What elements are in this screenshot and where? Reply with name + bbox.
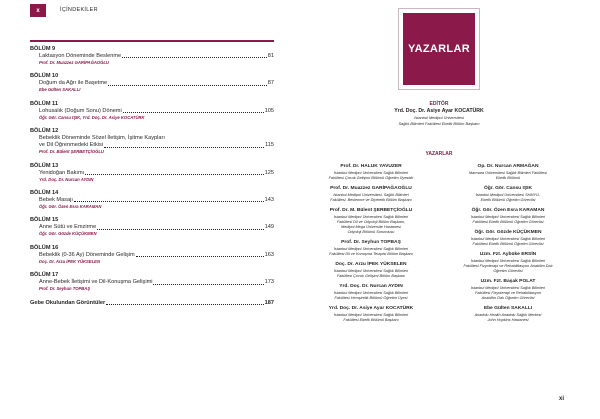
chapter-author: Ebe Gülten SAKALLI [39, 87, 81, 93]
author-affiliation: İstanbul Medipol Üniversitesi, Sağlık Bilimleri [333, 192, 409, 197]
chapter-author: Öğr. Gör. Gözde KÜÇÜKMEN [39, 231, 97, 237]
dot-leader [97, 229, 263, 230]
author-affiliation: Marmara Üniversitesi Sağlık Bilimleri Fakültesi [468, 170, 548, 175]
chapter-title: Yenidoğan Bakımı [39, 169, 85, 176]
editor-name: Yrd. Doç. Dr. Asiye Ayar KOCATÜRK [394, 108, 484, 114]
chapter-number: BÖLÜM 9 [30, 46, 56, 52]
author-entry [443, 279, 573, 301]
chapter-author: Öğr. Gör. Özen Esra KARAMAN [39, 203, 102, 209]
author-affiliation: Medipol Mega Üniversite Hastanesi [341, 224, 401, 229]
chapter-page: 87 [267, 80, 274, 87]
chapter-title-line [30, 53, 274, 60]
chapter-number: BÖLÜM 17 [30, 272, 59, 279]
editor-affiliation-line: Sağlık Bilimleri Fakültesi Ebelik Bölüm Başkanı [398, 121, 480, 126]
author-entry [443, 230, 573, 247]
chapter-title: Doğum da Ağrı ile Başetme [39, 80, 108, 87]
chapter-page: 115 [265, 142, 274, 149]
author-affiliation: Odyoloji Bölümü Sorumlusu [347, 229, 395, 234]
author-affiliation: İstanbul Medipol Üniversitesi Sağlık Bilimleri [333, 246, 409, 251]
author-affiliation: İstanbul Medipol Üniversitesi Sağlık Bilimleri [470, 258, 546, 263]
final-entry-page: 187 [264, 299, 274, 306]
chapter-page: 105 [264, 107, 274, 114]
running-header: İÇİNDEKİLER [60, 7, 98, 13]
author-entry [443, 164, 573, 181]
chapter-author: Prof. Dr. Seyhun TOPBAŞ [39, 286, 91, 292]
author-affiliation: Fakültesi Hemşirelik Bölümü Öğretim Üyesi [334, 295, 408, 300]
author-affiliation: Öğretim Görevlisi [493, 268, 523, 273]
author-name: Doç. Dr. Arzu İPEK YÜKSELEN [335, 262, 407, 267]
author-affiliation: John Hopkins Hastanesi [487, 317, 529, 322]
author-name: Öğr. Gör. Özen Esra KARAMAN [471, 208, 545, 213]
chapter-number: BÖLÜM 10 [30, 73, 59, 80]
author-affiliation: Ebelik Bölümü [495, 175, 521, 180]
dot-leader [153, 284, 263, 285]
author-name: Öğr. Gör. Gözde KÜÇÜKMEN [474, 230, 542, 235]
author-entry [306, 164, 436, 181]
author-entry [306, 262, 436, 279]
chapter-number: BÖLÜM 13 [30, 162, 59, 169]
author-affiliation: İstanbul Medipol Üniversitesi Sağlık Bilimleri [333, 268, 409, 273]
author-affiliation: İstanbul Medipol Üniversitesi Sağlık Bilimleri [470, 285, 546, 290]
toc-entry [30, 73, 274, 93]
chapter-title-line [30, 170, 274, 177]
chapter-title: Bebeklik Döneminde Sözel İletişim, İşitme Kaypları [39, 135, 165, 142]
title-box [398, 8, 480, 90]
chapter-page: 149 [264, 224, 274, 231]
chapter-title: Anne Sütü ve Emzirme [39, 224, 97, 231]
chapter-title-line [30, 80, 274, 87]
author-name: Uzm. Fzt. Başak POLAT [480, 279, 536, 284]
chapter-title-line [30, 252, 274, 259]
page-number: xi [559, 396, 565, 402]
chapter-number: BÖLÜM 16 [30, 244, 59, 251]
toc-entry [30, 245, 274, 265]
author-affiliation: Ebelik Bölümü Öğretim Görevlisi [480, 197, 536, 202]
author-affiliation: Fakültesi Ebelik Bölümü Başkanı [343, 317, 399, 322]
dot-leader [108, 85, 267, 86]
author-entry [443, 208, 573, 225]
author-affiliation: İstanbul Medipol Üniversitesi Sağlık Bilimleri [470, 236, 546, 241]
author-affiliation: Anabilim Dalı Öğretim Görevlisi [481, 295, 535, 300]
author-affiliation: İstanbul Medipol Üniversitesi SHMYO- [475, 192, 541, 197]
author-affiliation: Fakültesi Ebelik Bölümü Öğretim Görevlisi [472, 219, 544, 224]
author-affiliation: İstanbul Medipol Üniversitesi Sağlık Bilimleri [333, 312, 409, 317]
chapter-page: 163 [264, 251, 274, 258]
chapter-title: Bebeklik (0-36 Ay) Döneminde Gelişim [39, 251, 135, 258]
chapter-title-line [30, 108, 274, 115]
dot-leader [123, 112, 264, 113]
right-page [300, 0, 600, 419]
author-name: Prof. Dr. HALUK YAVUZER [340, 164, 402, 169]
dot-leader [74, 201, 264, 202]
author-entry [443, 306, 573, 323]
author-affiliation: Fakültesi Dil ve Konuşma Terapisi Bölüm Başkanı [329, 251, 413, 256]
author-name: Uzm. Fzt. Aybüke ERSİN [479, 252, 537, 257]
chapter-title-line [30, 224, 274, 231]
author-affiliation: Fakültesi Çocuk Gelişimi Bölümü Öğretim Üyesidir [328, 175, 414, 180]
author-name: Prof. Dr. M. Bülent ŞERBETÇİOĞLU [329, 208, 413, 213]
chapter-title-line [30, 142, 274, 149]
author-entry [306, 240, 436, 257]
chapter-title: Lohusalık (Doğum Sonu) Dönemi [39, 107, 122, 114]
chapter-page: 81 [267, 53, 274, 59]
author-name: Yrd. Doç. Dr. Nurcan AYDIN [339, 284, 403, 289]
dot-leader [106, 304, 263, 305]
chapter-number: BÖLÜM 12 [30, 128, 59, 135]
dot-leader [104, 147, 264, 148]
final-entry-title: Gebe Okulundan Görüntüler [30, 299, 106, 306]
author-name: Ebe Gülten SAKALLI [483, 306, 533, 311]
author-name: Prof. Dr. Muazzez GARİPAĞAOĞLU [330, 186, 412, 191]
author-entry [443, 186, 573, 203]
table-of-contents [30, 46, 274, 307]
toc-entry [30, 101, 274, 121]
author-affiliation: Fakültesi, Beslenme ve Diyetetik Bölüm Başkanı [330, 197, 412, 202]
author-name: Prof. Dr. Seyhun TOPBAŞ [341, 240, 401, 245]
toc-entry [30, 128, 274, 155]
toc-entry [30, 217, 274, 237]
dot-leader [122, 57, 267, 58]
chapter-page: 143 [264, 196, 274, 203]
author-affiliation: İstanbul Medipol Üniversitesi Sağlık Bilimleri [333, 290, 409, 295]
author-affiliation: Fakültesi Dil ve Odyoloji Bölüm Başkanı, [336, 219, 406, 224]
toc-entry [30, 163, 274, 183]
chapter-author: Prof. Dr. Bülent ŞERBETÇİOĞLU [39, 149, 104, 155]
author-affiliation: İstanbul Medipol Üniversitesi Sağlık Bilimleri [333, 214, 409, 219]
author-affiliation: Anadolu Health Anadolu Sağlık Merkezi [474, 312, 542, 317]
author-name: Op. Dr. Nurcan ARMAĞAN [477, 164, 539, 169]
toc-entry [30, 46, 274, 66]
dot-leader [136, 256, 264, 257]
chapter-title-line [30, 197, 274, 204]
author-name: Öğr. Gör. Cansu IŞIK [483, 186, 533, 191]
chapter-title: ve Dil Öğrenmedeki Etkisi [39, 142, 104, 149]
chapter-title: Bebek Masajı [39, 196, 73, 203]
chapter-author: Prof. Dr. Muazzez GARİPAĞAOĞLU [39, 60, 109, 65]
author-affiliation: İstanbul Medipol Üniversitesi Sağlık Bilimleri [333, 170, 409, 175]
editor-affiliation-line: İstanbul Medipol Üniversitesi [414, 115, 464, 120]
chapter-author: Öğr. Gör. Cansu IŞIK, Yrd. Doç. Dr. Asiye KOCATÜRK [39, 114, 145, 120]
chapter-page: 173 [264, 279, 274, 286]
chapter-page: 125 [264, 169, 274, 176]
dot-leader [85, 174, 263, 175]
chapter-number: BÖLÜM 15 [30, 217, 59, 224]
author-entry [443, 252, 573, 274]
author-entry [306, 306, 436, 323]
toc-final-entry [30, 300, 274, 307]
author-affiliation: Fakültesi Fizyoterapi ve Rehabilitasyon [475, 290, 541, 295]
author-affiliation: Fakültesi Ebelik Bölümü Öğretim Görevlisi [472, 241, 544, 246]
author-name: Yrd. Doç. Dr. Asiye Ayar KOCATÜRK [328, 306, 414, 311]
header-rule [30, 40, 274, 42]
editor-label: EDİTÖR [429, 101, 449, 107]
chapter-number: BÖLÜM 11 [30, 100, 58, 107]
chapter-author: Doç. Dr. Arzu İPEK YÜKSELEN [39, 258, 100, 264]
chapter-title: Anne-Bebek İletişimi ve Dil-Konuşma Gelişimi [39, 279, 153, 286]
toc-entry [30, 190, 274, 210]
toc-entry [30, 272, 274, 292]
author-entry [306, 284, 436, 301]
toc-header [0, 0, 300, 18]
author-affiliation: Fakültesi Fizyoterapi ve Rehabilitasyon Anabilim Dalı [463, 263, 553, 268]
chapter-title: Laktasyon Döneminde Beslenme [39, 53, 122, 59]
page-title: YAZARLAR [403, 13, 475, 85]
author-entry [306, 208, 436, 235]
chapter-number: BÖLÜM 14 [30, 189, 59, 196]
authors-label: YAZARLAR [425, 151, 453, 157]
authors-column-right [443, 164, 573, 328]
chapter-author: Yrd. Doç. Dr. Nurcan AYDIN [39, 176, 94, 182]
author-affiliation: İstanbul Medipol Üniversitesi Sağlık Bilimleri [470, 214, 546, 219]
chapter-title-line [30, 279, 274, 286]
page-number-badge: x [30, 4, 46, 17]
author-entry [306, 186, 436, 203]
author-affiliation: Fakültesi Çocuk Gelişimi Bölüm Başkanı [336, 273, 406, 278]
authors-column-left [306, 164, 436, 328]
